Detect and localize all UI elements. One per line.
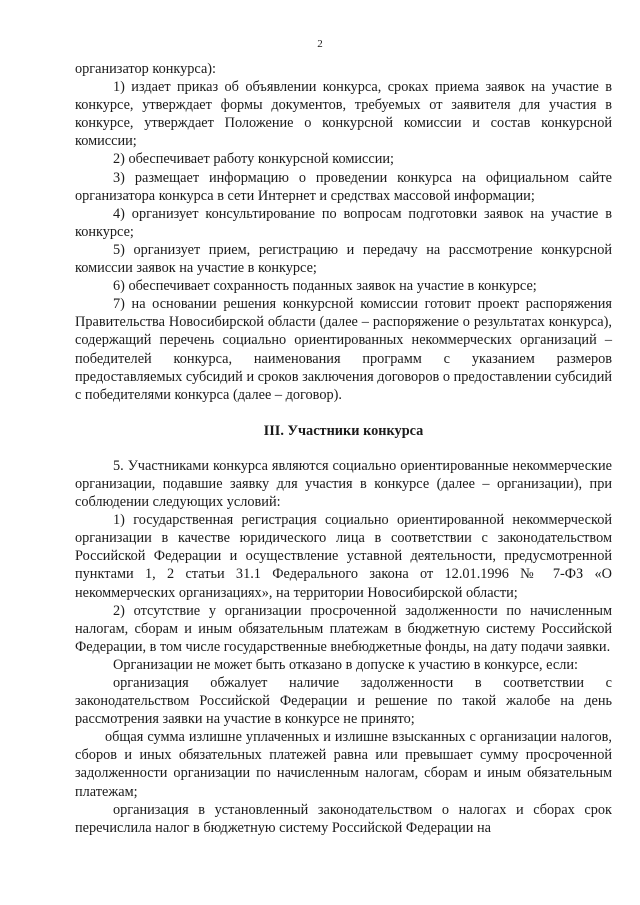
paragraph: 2) обеспечивает работу конкурсной комиссии;: [113, 151, 395, 168]
paragraph: общая сумма излишне уплаченных и излишне взысканных с организации налогов, сборов и иных обязательных платежей равна или превышает сумму просроченной задолженности организации по начисленным налогам, сборам и иным обязательным платежам;: [75, 729, 612, 800]
section-heading: III. Участники конкурса: [263, 422, 424, 439]
paragraph: Организации не может быть отказано в допуске к участию в конкурсе, если:: [113, 656, 578, 673]
paragraph: 3) размещает информацию о проведении конкурса на официальном сайте организатора конкурса в сети Интернет и средствах массовой информации;: [75, 169, 612, 204]
paragraph: 2) отсутствие у организации просроченной задолженности по начисленным налогам, сборам и иным обязательным платежам в бюджетную систему Российской Федерации, в том числе государственные внебюджетные фонды, на дату подачи заявки.: [75, 602, 612, 655]
paragraph: 7) на основании решения конкурсной комиссии готовит проект распоряжения Правительства Новосибирской области (далее – распоряжение о результатах конкурса), содержащий перечень социально ориентированных некоммерческих организаций – победителей конкурса, наименования программ с указанием размеров предоставляемых субсидий и сроков заключения договоров о предоставлении субсидий с победителями конкурса (далее – договор).: [75, 296, 612, 403]
paragraph: организатор конкурса):: [75, 61, 217, 77]
paragraph: организация обжалует наличие задолженности в соответствии с законодательством Российской Федерации и решение по такой жалобе на день рассмотрения заявки на участие в конкурсе не принято;: [75, 675, 612, 728]
document-body: [75, 60, 612, 837]
paragraph: 5) организует прием, регистрацию и передачу на рассмотрение конкурсной комиссии заявок на участие в конкурсе;: [75, 241, 612, 277]
paragraph: организация в установленный законодательством о налогах и сборах срок перечислила налог в бюджетную систему Российской Федерации на: [75, 801, 612, 836]
paragraph: 6) обеспечивает сохранность поданных заявок на участие в конкурсе;: [113, 278, 537, 295]
paragraph: 4) организует консультирование по вопросам подготовки заявок на участие в конкурсе;: [75, 205, 612, 240]
paragraph: 1) издает приказ об объявлении конкурса, сроках приема заявок на участие в конкурсе, утверждает формы документов, требуемых от заявителя для участия в конкурсе, утверждает Положение о конкурсной комиссии и состав конкурсной комиссии;: [75, 79, 612, 150]
paragraph: 5. Участниками конкурса являются социально ориентированные некоммерческие организации, подавшие заявку для участия в конкурсе (далее – организации), при соблюдении следующих условий:: [75, 457, 612, 511]
page-number: 2: [317, 38, 323, 50]
paragraph: 1) государственная регистрация социально ориентированной некоммерческой организации в качестве юридического лица в соответствии с законодательством Российской Федерации и осуществление уставной деятельности, предусмотренной пунктами 1, 2 статьи 31.1 Федерального закона от 12.01.1996 № 7-ФЗ «О некоммерческих организациях», на территории Новосибирской области;: [75, 512, 612, 601]
